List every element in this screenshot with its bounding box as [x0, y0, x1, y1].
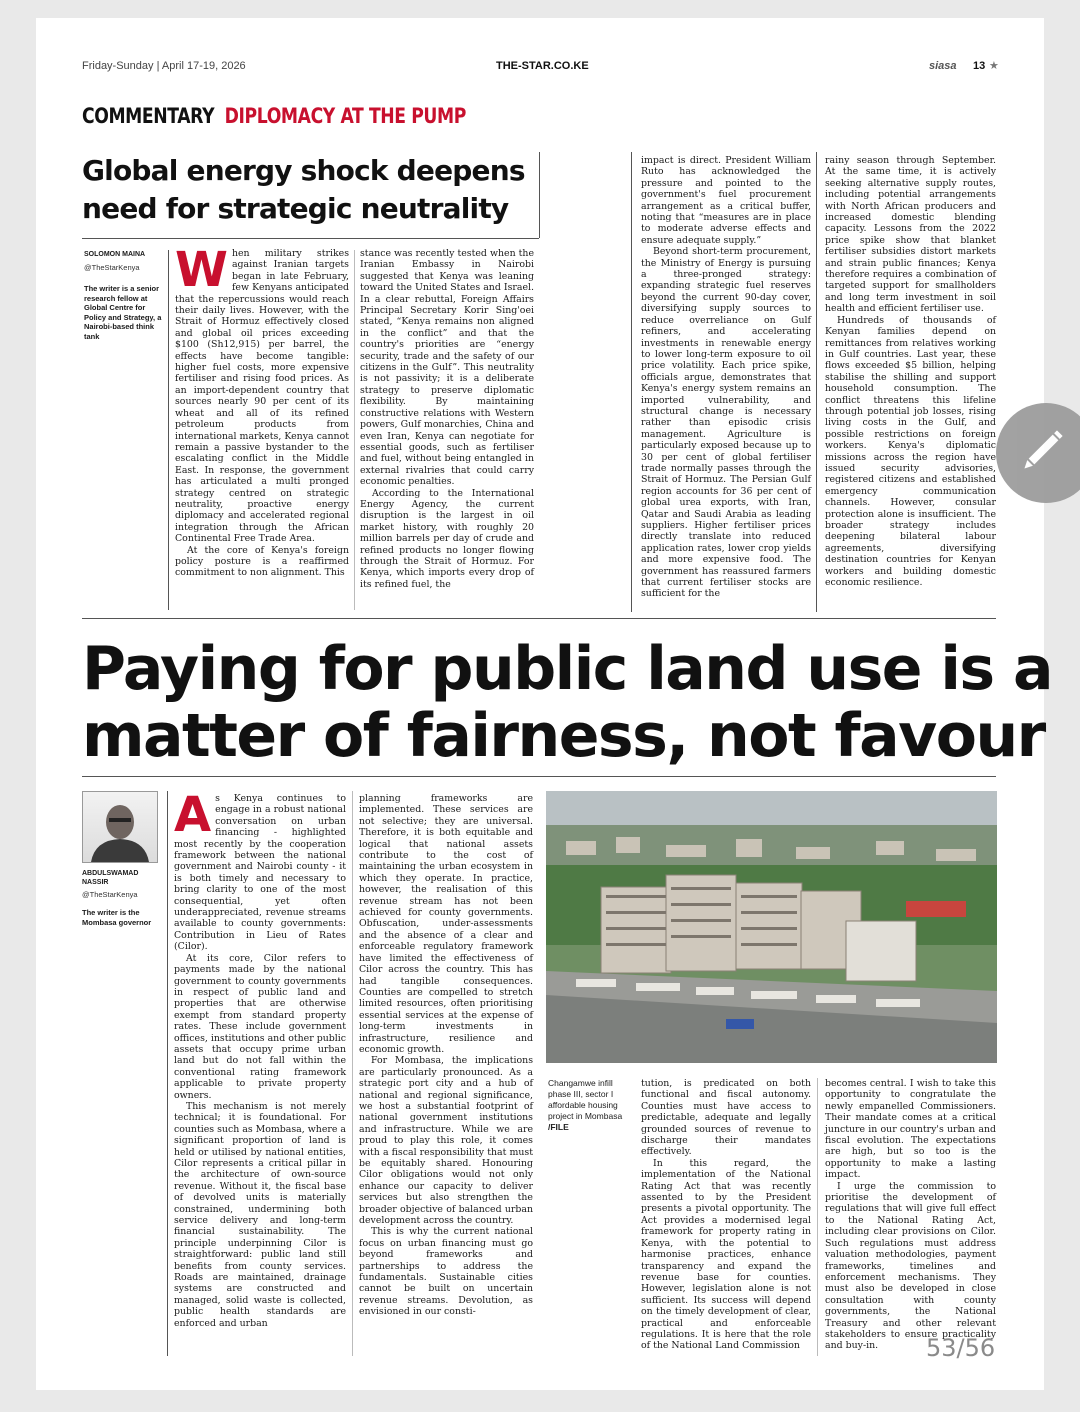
- dropcap: A: [174, 787, 212, 843]
- photo-caption: [548, 1078, 624, 1133]
- housing-project-photo: [546, 791, 997, 1063]
- caption-text: Changamwe infill phase III, sector I affordable housing project in Mombasa: [548, 1078, 623, 1121]
- divider: [82, 776, 996, 777]
- article1-author: SOLOMON MAINA: [84, 251, 146, 258]
- divider: [168, 250, 169, 610]
- paragraph: tution, is predicated on both functional and fiscal autonomy. Counties must have access to predictable, adequate and legally grounded sources of revenue to discharge their mandates effectively.: [641, 1078, 811, 1158]
- paragraph: Hundreds of thousands of Kenyan families depend on remittances from relatives working in Gulf countries. Last year, these flows exceeded $5 billion, helping stabilise the shilling and support household consumption. The conflict threatens this lifeline through potential job losses, rising living costs in the Gulf, and possible restrictions on foreign workers. Kenya's diplomatic missions across the region have issued security advisories, registered citizens and established emergency communication channels. However, consular protection alone is insufficient. The broader strategy includes deepening bilateral labour agreements, diversifying destination countries for Kenyan workers and building domestic economic resilience.: [825, 314, 996, 589]
- divider: [631, 152, 632, 612]
- kicker-section: COMMENTARY: [82, 104, 215, 128]
- divider: [817, 1078, 818, 1356]
- article1-column-1: [175, 242, 349, 579]
- paragraph: becomes central. I wish to take this opportunity to congratulate the newly empanelled Commissioners. Their mandate comes at a critical juncture in our country's urban and fiscal evolution. The expectations are high, but so too is the opportunity to make a lasting impact.: [825, 1078, 996, 1181]
- kicker-topic: DIPLOMACY AT THE PUMP: [224, 104, 466, 128]
- divider: [816, 152, 817, 612]
- article2-author-line-2: NASSIR: [82, 879, 109, 886]
- article2-column-1: [174, 787, 346, 1329]
- paragraph: In this regard, the implementation of the National Rating Act that was recently assented to by the President presents a pivotal opportunity. The Act provides a modernised legal framework for property rating in Kenya, with the potential to harmonise practices, enhance transparency and expand the revenue base for counties. However, legislation alone is not sufficient. Its success will depend on the timely development of clear, practical and enforceable regulations. It is here that the role of the National Land Commission: [641, 1157, 811, 1352]
- paragraph: I urge the commission to prioritise the development of regulations that will give full effect to the National Rating Act, including clear provisions on Cilor. Such regulations must address valuation methodologies, payment frameworks, timelines and enforcement mechanisms. They must also be developed in close consultation with county governments, the National Treasury and other relevant stakeholders to ensure practicality and buy-in.: [825, 1180, 996, 1352]
- divider: [539, 152, 540, 238]
- article2-headline-line-1: Paying for public land use is a: [82, 634, 1053, 704]
- article1-author-note: The writer is a senior research fellow at Global Centre for Policy and Strategy, a Nairobi-based think tank: [84, 284, 162, 341]
- article2-column-4: [825, 1078, 996, 1352]
- paragraph: rainy season through September. At the same time, it is actively seeking alternative supply routes, including potential arrangements with North African producers and increased domestic blending capacity. Lessons from the 2022 price spike show that blanket fertiliser subsidies distort markets and strain public finances; Kenya therefore requires a combination of targeted support for smallholders and long term investment in soil health and efficient fertiliser use.: [825, 155, 996, 315]
- aerial-city-image: [546, 791, 997, 1063]
- author-portrait-icon: [83, 792, 157, 862]
- article2-column-3: [641, 1078, 811, 1352]
- article2-column-2: [359, 793, 533, 1318]
- divider: [167, 791, 168, 1356]
- site-name: THE-STAR.CO.KE: [496, 60, 589, 72]
- article2-author-line-1: ABDULSWAMAD: [82, 870, 139, 877]
- divider: [354, 250, 355, 610]
- paragraph: This is why the current national focus on urban financing must go beyond frameworks and partnerships to address the fundamentals. Sustainable cities cannot be built on uncertain revenue streams. Devolution, as envisioned in our consti-: [359, 1226, 533, 1318]
- paragraph: At its core, Cilor refers to payments made by the national government to county governments in respect of public land and properties that are otherwise exempt from standard property rates. These include government offices, institutions and other public assets that occupy prime urban land but do not fall within the conventional rating framework applicable to private property owners.: [174, 952, 346, 1101]
- paragraph: stance was recently tested when the Iranian Embassy in Nairobi suggested that Kenya was leaning toward the United States and Israel. In a clear rebuttal, Foreign Affairs Principal Secretary Korir Sing'oei stated, “Kenya remains non aligned in the conflict” and that the country's priorities are “energy security, trade and the safety of our citizens in the Gulf”. This neutrality is not passivity; it is a deliberate strategy to preserve diplomatic flexibility. By maintaining constructive relations with Western powers, Gulf monarchies, China and even Iran, Kenya can negotiate for essential goods, such as fertiliser and fuel, without being entangled in external rivalries that could carry economic penalties.: [360, 248, 534, 488]
- article2-handle: @TheStarKenya: [82, 890, 138, 899]
- paragraph: hen military strikes against Iranian targets began in late February, few Kenyans anticipated that the repercussions would reach their daily lives. However, with the Strait of Hormuz effectively closed and global oil prices exceeding $100 (Sh12,915) per barrel, the effects have become tangible: higher fuel costs, more expensive fertiliser and rising food prices. As an import-dependent country that sources nearly 90 per cent of its wheat and all of its refined petroleum products from international markets, Kenya cannot remain a passive bystander to the escalating conflict in the Middle East. In response, the government has articulated a multi pronged strategy centred on strategic neutrality, proactive energy diplomacy and accelerated regional integration through the African Continental Free Trade Area.: [175, 248, 349, 545]
- dropcap: W: [175, 242, 228, 298]
- article1-handle: @TheStarKenya: [84, 263, 140, 272]
- section-name: siasa: [929, 60, 957, 72]
- newspaper-page: [36, 18, 1053, 1390]
- paragraph: At the core of Kenya's foreign policy posture is a reaffirmed commitment to non alignment. This: [175, 544, 349, 579]
- paragraph: This mechanism is not merely technical; it is foundational. For counties such as Mombasa, where a significant proportion of land is held or utilised by national entities, Cilor represents a critical pillar in the architecture of own-source revenue. Without it, the fiscal base of devolved units is materially constrained, undermining both service delivery and long-term financial sustainability. The principle underpinning Cilor is straightforward: public land still benefits from county services. Roads are maintained, drainage systems are constructed and managed, solid waste is collected, public health standards are enforced and urban: [174, 1100, 346, 1329]
- divider: [82, 618, 996, 619]
- issue-date: Friday-Sunday | April 17-19, 2026: [82, 60, 246, 72]
- paragraph: s Kenya continues to engage in a robust national conversation on urban financing - highlighted most recently by the cooperation framework between the national government and Nairobi county - it is both timely and necessary to bring clarity to one of the most consequential, yet often underappreciated, revenue streams available to county governments: Contribution in Lieu of Rates (Cilor).: [174, 793, 346, 953]
- article1-column-2: [360, 248, 534, 590]
- pencil-icon: [996, 403, 1080, 503]
- article2-author-note: The writer is the Mombasa governor: [82, 908, 152, 927]
- article1-headline: Global energy shock deepens need for strategic neutrality: [82, 154, 525, 225]
- article2-headline-line-2: matter of fairness, not favour: [82, 701, 1045, 771]
- star-icon: ★: [989, 60, 999, 72]
- page-indicator: 53/56: [926, 1334, 996, 1362]
- kicker: [82, 104, 466, 128]
- paragraph: planning frameworks are implemented. These services are not selective; they are universal. Therefore, it is both equitable and logical that national assets contribute to the cost of maintaining the urban ecosystem in which they operate. In practice, however, the realisation of this revenue stream has not been achieved for county governments. Obfuscation, under-assessments and the absence of a clear and enforceable regulatory framework have limited the effectiveness of Cilor across the country. This has had tangible consequences. Counties are compelled to stretch limited resources, often prioritising essential services at the expense of long-term investments in infrastructure, resilience and economic growth.: [359, 793, 533, 1055]
- paragraph: Beyond short-term procurement, the Ministry of Energy is pursuing a three-pronged strategy: expanding strategic fuel reserves beyond the current 90-day cover, diversifying supply sources to reduce overreliance on Gulf refiners, and accelerating investments in renewable energy to lower long-term exposure to oil price volatility. Each price spike, officials argue, demonstrates that Kenya's energy system remains an imported vulnerability, and structural change is necessary rather than episodic crisis management. Agriculture is particularly exposed because up to 30 per cent of global fertiliser trade normally passes through the Strait of Hormuz. The Persian Gulf region accounts for 36 per cent of global urea exports, with Iran, Qatar and Saudi Arabia as leading suppliers. Higher fertiliser prices directly translate into reduced application rates, lower crop yields and more expensive food. The government has reassured farmers that current fertiliser stocks are sufficient for the: [641, 246, 811, 600]
- author-photo: [82, 791, 158, 863]
- article1-column-4: [825, 155, 996, 588]
- divider: [82, 238, 539, 239]
- caption-credit: /FILE: [548, 1122, 569, 1132]
- divider: [352, 791, 353, 1356]
- edit-button[interactable]: [996, 403, 1080, 503]
- paragraph: impact is direct. President William Ruto has acknowledged the pressure and pointed to the government's fuel procurement arrangement as a critical buffer, noting that “measures are in place to moderate adverse effects and ensure adequate supply.”: [641, 155, 811, 246]
- paragraph: According to the International Energy Agency, the current disruption is the largest in oil market history, with roughly 20 million barrels per day of crude and refined products no longer flowing through the Strait of Hormuz. For Kenya, which imports every drop of its refined fuel, the: [360, 487, 534, 590]
- paragraph: For Mombasa, the implications are particularly pronounced. As a strategic port city and a hub of national and regional significance, we host a substantial footprint of national government institutions and infrastructure. While we are proud to play this role, it comes with a fiscal responsibility that must be equitably shared. Honouring Cilor obligations would not only enhance our capacity to deliver services but also strengthen the broader objective of balanced urban development across the country.: [359, 1055, 533, 1227]
- article1-column-3: [641, 155, 811, 600]
- page-number: 13: [973, 60, 986, 72]
